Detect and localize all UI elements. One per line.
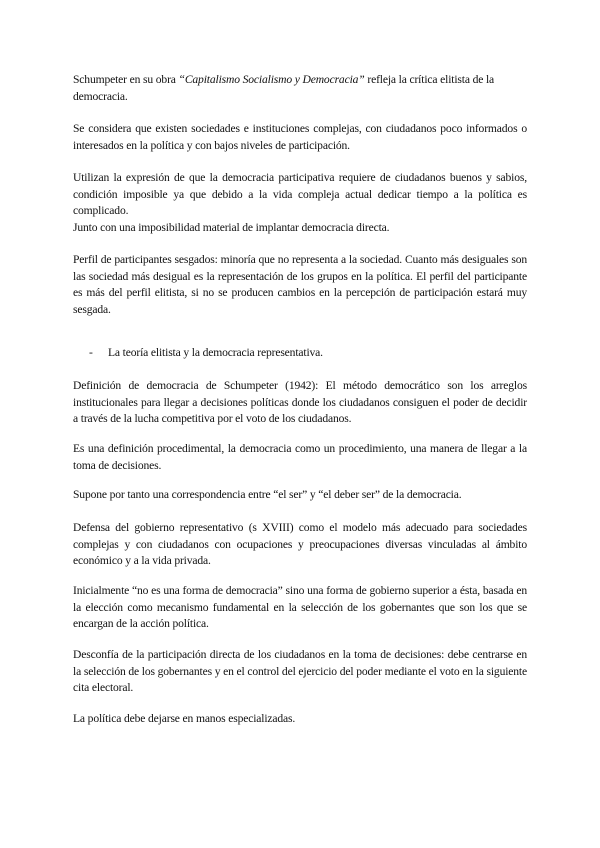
paragraph-correspondence: Supone por tanto una correspondencia entre “el ser” y “el deber ser” de la democracia. (73, 488, 462, 501)
paragraph-politics-specialized: La política debe dejarse en manos especializadas. (73, 712, 296, 725)
section-heading-text: La teoría elitista y la democracia representativa. (108, 346, 323, 359)
paragraph-procedural: Es una definición procedimental, la democracia como un procedimiento, una manera de llegar a la toma de decisiones. (73, 442, 527, 472)
section-heading (89, 345, 509, 362)
intro-text: Schumpeter en su obra (73, 73, 179, 86)
bullet-dash: - (89, 346, 93, 359)
direct-democracy-text: Junto con una imposibilidad material de implantar democracia directa. (73, 220, 390, 234)
paragraph-initially: Inicialmente “no es una forma de democracia” sino una forma de gobierno superior a ésta, basada en la elección como mecanismo fundamental en la selección de los gobernantes que son los que se encargan de la acción política. (73, 584, 527, 631)
paragraph-participant-profile: Perfil de participantes sesgados: minoría que no representa a la sociedad. Cuanto más desiguales son las sociedad más desigual es la representación de los grupos en la política. El perfil del participante es más del perfil elitista, si no se producen cambios en la percepción de participación estará muy sesgada. (73, 253, 527, 316)
paragraph-participatory-democracy (73, 170, 527, 236)
paragraph-representative-government: Defensa del gobierno representativo (s XVIII) como el modelo más adecuado para sociedades complejas y con ciudadanos con ocupaciones y preocupaciones diversas vinculadas al ámbito económico y a la vida privada. (73, 521, 527, 568)
participatory-text: Utilizan la expresión de que la democracia participativa requiere de ciudadanos buenos y sabios, condición imposible ya que debido a la vida compleja actual dedicar tiempo a la política es complicado. (73, 171, 527, 218)
paragraph-definition: Definición de democracia de Schumpeter (1942): El método democrático son los arreglos institucionales para llegar a decisiones políticas donde los ciudadanos consiguen el poder de decidir a través de la lucha competitiva por el voto de los ciudadanos. (73, 379, 527, 426)
paragraph-schumpeter-intro (73, 72, 527, 105)
intro-text-end: refleja la crítica elitista de la democracia. (73, 73, 495, 103)
paragraph-complex-societies: Se considera que existen sociedades e instituciones complejas, con ciudadanos poco informados o interesados en la política y con bajos niveles de participación. (73, 122, 527, 152)
book-title: “Capitalismo Socialismo y Democracia” (178, 73, 365, 86)
paragraph-distrust: Desconfía de la participación directa de los ciudadanos en la toma de decisiones: debe centrarse en la selección de los gobernantes y en el control del ejercicio del poder mediante el voto en la siguiente cita electoral. (73, 648, 527, 695)
